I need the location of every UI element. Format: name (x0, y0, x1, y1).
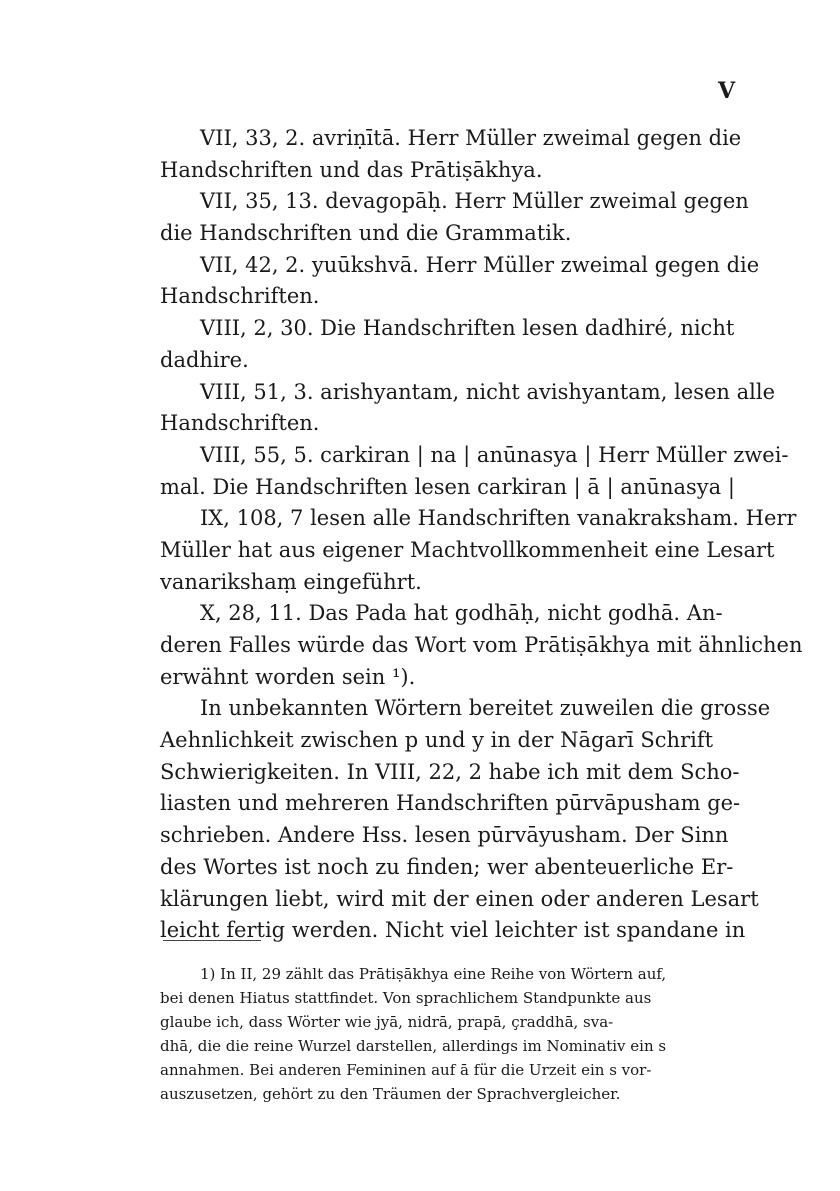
text-line: erwähnt worden sein ¹). (160, 664, 416, 689)
footnote-divider (163, 940, 261, 941)
text-line: VII, 33, 2. avriṇītā. Herr Müller zweimal gegen die (200, 126, 742, 150)
text-line: Müller hat aus eigener Machtvollkommenheit eine Lesart (160, 537, 775, 562)
text-line: Handschriften. (160, 411, 320, 436)
text-line: deren Falles würde das Wort vom Prātiṣākhya mit ähnlichen (160, 633, 803, 657)
footnote-line: 1) In II, 29 zählt das Prātiṣākhya eine Reihe von Wörtern auf, (200, 965, 667, 983)
text-line: mal. Die Handschriften lesen carkiran | ā | anūnasya | (160, 474, 735, 499)
text-line: In unbekannten Wörtern bereitet zuweilen die grosse (200, 696, 771, 721)
footnote-line: auszusetzen, gehört zu den Träumen der Sprachvergleicher. (160, 1085, 621, 1103)
text-line: vanarikshaṃ eingeführt. (160, 569, 422, 594)
text-line: liasten und mehreren Handschriften pūrvāpusham ge- (160, 791, 741, 816)
main-text (160, 123, 803, 947)
text-line: VII, 35, 13. devagopāḥ. Herr Müller zweimal gegen (200, 189, 749, 214)
text-line: VIII, 2, 30. Die Handschriften lesen dadhiré, nicht (200, 316, 735, 341)
text-line: leicht fertig werden. Nicht viel leichter ist spandane in (160, 918, 746, 943)
text-line: die Handschriften und die Grammatik. (160, 221, 572, 246)
text-line: Aehnlichkeit zwischen p und y in der Nāgarī Schrift (160, 728, 714, 753)
text-line: des Wortes ist noch zu finden; wer abenteuerliche Er- (160, 854, 734, 879)
page-number: V (718, 78, 736, 104)
text-line: dadhire. (160, 347, 249, 372)
text-line: VIII, 55, 5. carkiran | na | anūnasya | Herr Müller zwei- (200, 442, 789, 467)
footnote-line: annahmen. Bei anderen Femininen auf ā für die Urzeit ein s vor- (160, 1061, 652, 1079)
text-line: VII, 42, 2. yuūkshvā. Herr Müller zweimal gegen die (200, 252, 760, 277)
text-line: Handschriften und das Prātiṣākhya. (160, 157, 543, 182)
footnote-line: dhā, die die reine Wurzel darstellen, allerdings im Nominativ ein s (160, 1037, 667, 1055)
text-line: schrieben. Andere Hss. lesen pūrvāyusham. Der Sinn (160, 823, 729, 848)
text-line: klärungen liebt, wird mit der einen oder anderen Lesart (160, 886, 759, 911)
text-line: VIII, 51, 3. arishyantam, nicht avishyantam, lesen alle (200, 379, 775, 404)
text-line: IX, 108, 7 lesen alle Handschriften vanakraksham. Herr (200, 506, 797, 531)
footnote-line: bei denen Hiatus stattfindet. Von sprachlichem Standpunkte aus (160, 989, 652, 1007)
text-line: Schwierigkeiten. In VIII, 22, 2 habe ich mit dem Scho- (160, 759, 740, 784)
footnote (160, 962, 735, 1106)
footnote-line: glaube ich, dass Wörter wie jyā, nidrā, prapā, çraddhā, sva- (160, 1013, 614, 1031)
text-line: X, 28, 11. Das Pada hat godhāḥ, nicht godhā. An- (200, 601, 723, 626)
text-line: Handschriften. (160, 284, 320, 309)
